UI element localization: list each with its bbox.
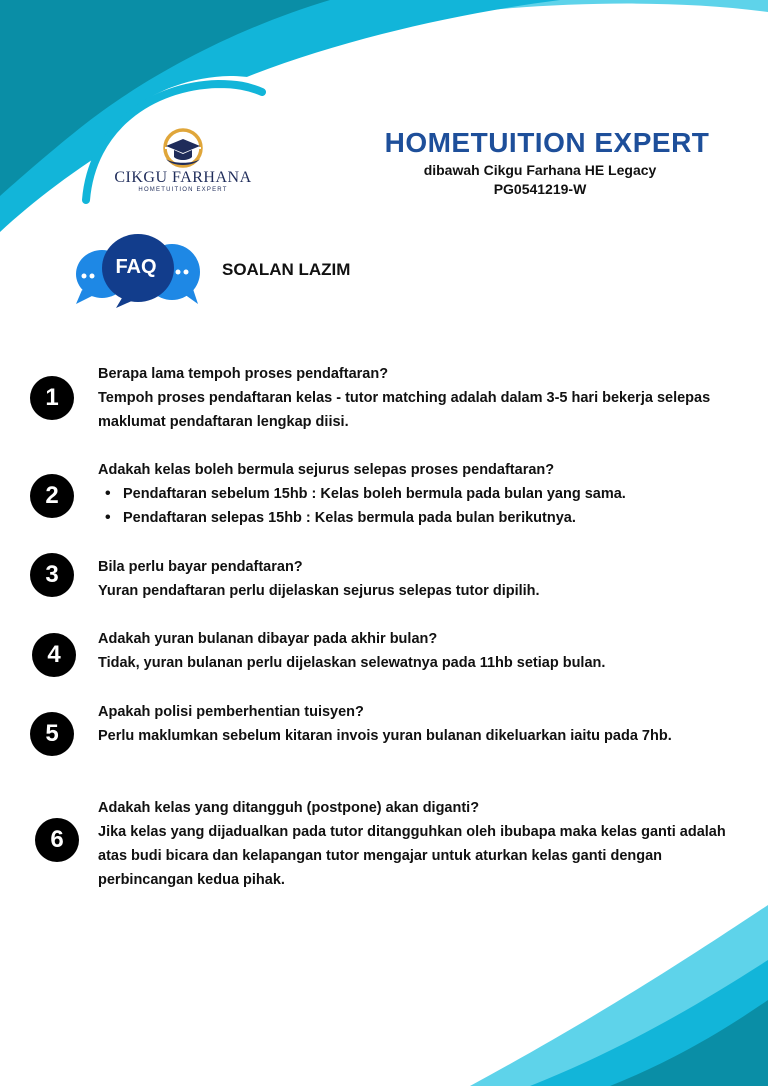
faq-number-badge: 6 bbox=[35, 818, 79, 862]
faq-question: Bila perlu bayar pendaftaran? bbox=[98, 559, 303, 575]
brand-title: HOMETUITION EXPERT bbox=[384, 127, 710, 158]
section-title: SOALAN LAZIM bbox=[222, 260, 351, 279]
faq-question: Adakah yuran bulanan dibayar pada akhir bulan? bbox=[98, 631, 438, 647]
graduation-cap-logo-icon bbox=[108, 126, 258, 170]
faq-question: Berapa lama tempoh proses pendaftaran? bbox=[98, 366, 389, 382]
faq-answer: Perlu maklumkan sebelum kitaran invois yuran bulanan dikeluarkan iaitu pada 7hb. bbox=[98, 728, 672, 744]
registration-number: PG0541219-W bbox=[493, 181, 587, 197]
brand-subtitle: dibawah Cikgu Farhana HE Legacy bbox=[423, 162, 657, 178]
logo-tagline: HOMETUITION EXPERT bbox=[138, 187, 228, 193]
faq-badge-label: FAQ bbox=[115, 256, 157, 278]
faq-question: Adakah kelas boleh bermula sejurus selepas proses pendaftaran? bbox=[98, 462, 555, 478]
faq-answer: Jika kelas yang dijadualkan pada tutor ditangguhkan oleh ibubapa maka kelas ganti adalah atas budi bicara dan kelapangan tutor mengajar untuk aturkan kelas ganti dengan perbincangan kedua pihak. bbox=[98, 824, 726, 888]
faq-bullet-item: • Pendaftaran sebelum 15hb : Kelas boleh bermula pada bulan yang sama. bbox=[98, 482, 738, 506]
faq-number-badge: 2 bbox=[30, 474, 74, 518]
faq-number-badge: 1 bbox=[30, 376, 74, 420]
faq-answer: Yuran pendaftaran perlu dijelaskan sejurus selepas tutor dipilih. bbox=[98, 583, 540, 599]
faq-bullet-item: • Pendaftaran selepas 15hb : Kelas bermula pada bulan berikutnya. bbox=[98, 506, 738, 530]
faq-bullet-list bbox=[98, 482, 738, 530]
faq-question: Adakah kelas yang ditangguh (postpone) akan diganti? bbox=[98, 800, 480, 816]
faq-number-badge: 4 bbox=[32, 633, 76, 677]
faq-answer: Tempoh proses pendaftaran kelas - tutor matching adalah dalam 3-5 hari bekerja selepas maklumat pendaftaran lengkap diisi. bbox=[98, 390, 711, 430]
faq-question: Apakah polisi pemberhentian tuisyen? bbox=[98, 704, 364, 720]
faq-number-badge: 3 bbox=[30, 553, 74, 597]
logo-name: CIKGU FARHANA bbox=[114, 169, 252, 186]
faq-answer: Tidak, yuran bulanan perlu dijelaskan selewatnya pada 11hb setiap bulan. bbox=[98, 655, 606, 671]
faq-number-badge: 5 bbox=[30, 712, 74, 756]
